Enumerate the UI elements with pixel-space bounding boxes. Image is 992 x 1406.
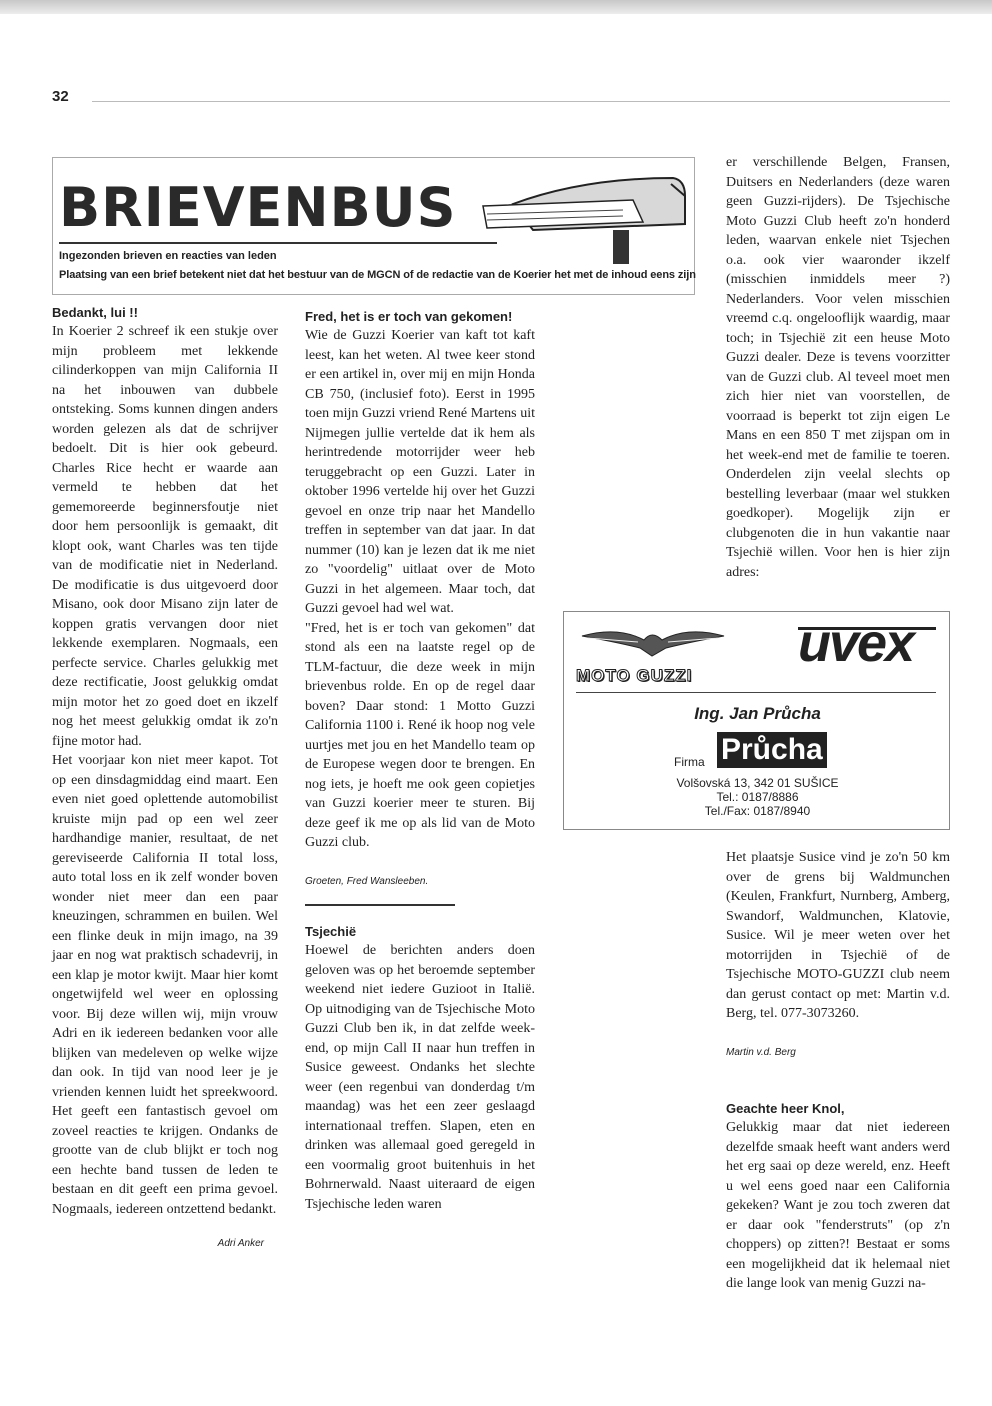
firma-label: Firma [674, 755, 705, 769]
letter-body: Het voorjaar kon niet meer kapot. Tot op een dinsdagmiddag eind maart. Een even niet goed oplettende automobilist kruiste mijn pad op een wel zeer hardhandige manier, resultaat, de net gereviseerde California II total loss, auto total loss en ik zelf wonder boven wonder niet meer dan een paar kneuzingen, schrammen en builen. Wel een flinke deuk in mijn imago, na 39 jaar en nog wat praktisch schadevrij, in een klap je motor kwijt. Maar hier komt ongetwijfeld wel weer en oplossing voor. Bij deze willen wij, mijn vrouw Adri en ik iedereen bedanken voor alle blijken van medeleven op welke wijze dan ook. In tijd van nood leer je je vrienden kennen luidt het spreekwoord. Het geeft een fantastisch gevoel om zoveel reacties te krijgen. Ondanks de grootte van de club blijkt er toch nog een hechte band tussen de leden te bestaan en dit geeft een prima gevoel. Nogmaals, iedereen ontzettend bedankt. [52, 753, 278, 1217]
section-divider [305, 904, 455, 906]
letter-signature: Martin v.d. Berg [726, 1046, 796, 1058]
advertisement [563, 611, 950, 830]
column-3-bottom [726, 848, 950, 1294]
letter-heading: Tsjechië [305, 924, 357, 939]
mailbox-icon [473, 166, 703, 266]
header-rule [92, 101, 950, 102]
letter-body: Wie de Guzzi Koerier van kaft tot kaft leest, kan het weten. Al twee keer stond er een artikel in, over mij en mijn Honda CB 750, (inclusief foto). Eerst in 1995 toen mijn Guzzi vriend René Martens uit Nijmegen jullie vertelde dat ik hem als herintredende motorrijder weer heb teruggebracht op een Guzzi. Later in oktober 1996 vertelde hij over het Guzzi gevoel en onze trip naar het Mandello treffen in september van dat jaar. In dat nummer (10) kan je lezen dat ik me niet zo "voordelig" uitlaat over de Moto Guzzi in het algemeen. Maar toch, dat Guzzi gevoel had wel wat. [305, 328, 535, 616]
letter-body: "Fred, het is er toch van gekomen" dat stond als een na laatste regel op de TLM-factuur, die deze week in mijn brievenbus rolde. En op de regel daar boven? Daar stond: 1 Motto Guzzi California 1100 i. René ik hoop nog vele uurtjes met jou en het Mandello team op de Europese wegen door te brengen. En nog iets, je hoeft me ook geen copietjes van Guzzi koerier meer te sturen. Bij deze geef ik me op als lid van de Moto Guzzi club. [305, 620, 535, 850]
letter-heading: Geachte heer Knol, [726, 1101, 845, 1116]
letter-signature: Groeten, Fred Wansleeben. [305, 875, 429, 887]
moto-guzzi-logo: MOTO GUZZI [576, 666, 693, 685]
page-number: 32 [52, 88, 69, 105]
section-banner [52, 157, 695, 295]
banner-rule [59, 242, 497, 244]
column-1 [52, 303, 278, 1253]
ad-phone: Tel.: 0187/8886 [716, 790, 799, 804]
letter-body: Het plaatsje Susice vind je zo'n 50 km over de grens bij Waldmunchen (Keulen, Frankfurt, Nurnberg, Amberg, Swandorf, Waldmunchen, Klatovie, Susice. Wil je meer weten over het motorrijden in Tsjechië of de Tsjechische MOTO-GUZZI club neem dan gerust contact op met: Martin v.d. Berg, tel. 077-3073260. [726, 850, 950, 1021]
letter-heading: Bedankt, lui !! [52, 305, 138, 320]
top-scan-bar [0, 0, 992, 14]
uvex-logo: uvex [798, 613, 914, 673]
column-2 [305, 307, 535, 1214]
column-3-top [726, 153, 950, 582]
uvex-bar [798, 627, 936, 630]
ad-rule [576, 692, 936, 693]
contact-name: Ing. Jan Průcha [694, 704, 821, 723]
ad-address: Volšovská 13, 342 01 SUŠICE [676, 776, 839, 790]
letter-heading: Fred, het is er toch van gekomen! [305, 309, 513, 324]
letter-body: In Koerier 2 schreef ik een stukje over mijn probleem met lekkende cilinderkoppen van mijn California II na het inbouwen van dubbele ontsteking. Soms kunnen dingen anders worden gelezen als dat de schrijver bedoelt. Dit is hier ook gebeurd. Charles Rice hecht er waarde aan vermeld te hebben dat het gememoreerde beginnersfoutje niet door hem persoonlijk is gemaakt, dit klopt ook, want Charles was ten tijde van de modificatie niet in Nederland. De modificatie is dus uitgevoerd door Misano, ook door Misano zijn later de koppen gratis vervangen door niet lekkende exemplaren. Nogmaals, een perfecte service. Charles gelukkig met deze rectificatie, Joost gelukkig omdat mijn motor het zo goed doet en ikzelf nog het meest gelukkig omdat ik zo'n fijne motor had. [52, 324, 278, 749]
banner-disclaimer: Plaatsing van een brief betekent niet dat het bestuur van de MGCN of de redactie van de Koerier het met de inhoud eens zijn [59, 269, 696, 281]
letter-body: Hoewel de berichten anders doen geloven was op het beroemde september weekend niet iedere Guzioot in Italië. Op uitnodiging van de Tsjechische Moto Guzzi Club ben ik, in dat zelfde week-end, op mijn Call II naar hun treffen in Susice geweest. Ondanks het slechte weer (een regenbui van donderdag t/m maandag) was het een zeer geslaagd internationaal treffen. Slapen, eten en drinken was allemaal goed geregeld in een voormalig groot buitenhuis in het Bohrnerwald. Naast uiteraard de eigen Tsjechische leden waren [305, 943, 535, 1212]
ad-fax: Tel./Fax: 0187/8940 [704, 804, 811, 818]
letter-body: er verschillende Belgen, Fransen, Duitsers en Nederlanders (deze waren geen Guzzi-rijders). De Tsjechische Moto Guzzi Club heeft zo'n honderd leden, waarvan enkele niet Tsjechen o.a. ook vier waaronder ikzelf (misschien inmiddels meer ?) Nederlanders. Voor velen misschien vreemd c.q. ongelooflijk waardig, maar toch; in Tsjechië zit een heuse Moto Guzzi dealer. Deze is tevens voorzitter van de Guzzi club. Al teveel moet men zich hier niet van voorstellen, de voorraad is beperkt tot zijn eigen Le Mans en een 850 T met zijspan om in het week-end met de familie te toeren. Onderdelen zijn veelal slechts op bestelling leverbaar (maar wel stukken goedkoper). Mogelijk zijn er clubgenoten die in hun vakantie naar Tsjechië willen. Voor hen is hier zijn adres: [726, 155, 950, 580]
section-title: BRIEVENBUS [59, 176, 457, 239]
letter-body: Gelukkig maar dat niet iedereen dezelfde smaak heeft want anders werd het erg saai op deze wereld, enz. Heeft u wel eens goed naar een California gekeken? Want je zou toch zweren dat er daar ook "fenderstruts" (op z'n choppers) op zitten?! Bestaat er soms een mogelijkheid dat ik helemaal niet die lange look van menig Guzzi na- [726, 1120, 950, 1291]
pruucha-logo: Průcha [717, 732, 827, 768]
letter-signature: Adri Anker [217, 1238, 264, 1249]
banner-subtitle: Ingezonden brieven en reacties van leden [59, 250, 277, 262]
eagle-logo-icon [578, 622, 728, 662]
